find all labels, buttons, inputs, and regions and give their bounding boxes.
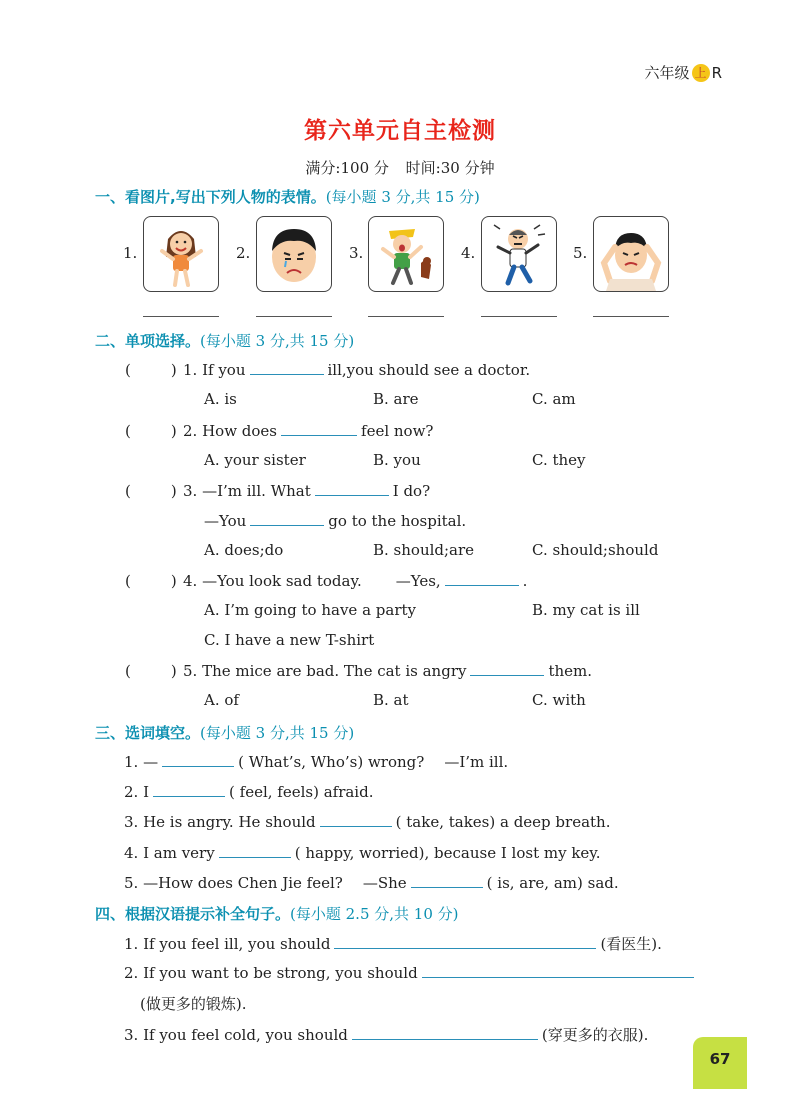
- blank[interactable]: [315, 481, 389, 496]
- section-3-heading: 三、选词填空。(每小题 3 分,共 15 分): [95, 724, 355, 742]
- option-a[interactable]: A. is: [204, 390, 237, 408]
- sentence-item-2: 2. If you want to be strong, you should: [124, 963, 698, 982]
- blank[interactable]: [470, 661, 544, 676]
- question-2-3-reply: —You go to the hospital.: [204, 512, 467, 530]
- picture-3-number: 3.: [349, 244, 364, 262]
- option-a[interactable]: A. I’m going to have a party: [204, 601, 416, 619]
- picture-1: [143, 216, 219, 292]
- picture-2-number: 2.: [236, 244, 251, 262]
- picture-3: [368, 216, 444, 292]
- worried-man-icon: [594, 217, 668, 291]
- blank[interactable]: [352, 1025, 538, 1040]
- option-b[interactable]: B. are: [373, 390, 419, 408]
- option-b[interactable]: B. my cat is ill: [532, 601, 640, 619]
- page-number: 67: [693, 1037, 747, 1089]
- blank[interactable]: [422, 963, 694, 978]
- blank[interactable]: [281, 421, 357, 436]
- option-a[interactable]: A. does;do: [204, 541, 284, 559]
- option-c[interactable]: C. with: [532, 691, 586, 709]
- sentence-item-3: 3. If you feel cold, you should (穿更多的衣服).: [124, 1026, 649, 1044]
- fill-item-5: 5. —How does Chen Jie feel? —She ( is, are, am) sad.: [124, 874, 619, 892]
- question-2-4: ( ) 4. —You look sad today. —Yes, .: [125, 572, 528, 590]
- blank[interactable]: [320, 812, 392, 827]
- option-b[interactable]: B. at: [373, 691, 409, 709]
- picture-5-number: 5.: [573, 244, 588, 262]
- blank[interactable]: [250, 511, 324, 526]
- blank[interactable]: [219, 843, 291, 858]
- option-c[interactable]: C. should;should: [532, 541, 659, 559]
- option-c[interactable]: C. they: [532, 451, 586, 469]
- section-2-heading: 二、单项选择。(每小题 3 分,共 15 分): [95, 332, 355, 350]
- full-score: 满分:100 分: [305, 159, 389, 177]
- blank[interactable]: [153, 782, 225, 797]
- sentence-item-2-hint: (做更多的锻炼).: [140, 995, 247, 1013]
- blank[interactable]: [162, 752, 234, 767]
- exam-meta: [0, 157, 800, 178]
- picture-1-number: 1.: [123, 244, 138, 262]
- option-c[interactable]: C. am: [532, 390, 576, 408]
- option-b[interactable]: B. you: [373, 451, 421, 469]
- time-limit: 时间:30 分钟: [405, 159, 495, 177]
- fill-item-2: 2. I ( feel, feels) afraid.: [124, 783, 374, 801]
- option-a[interactable]: A. your sister: [204, 451, 306, 469]
- sentence-item-1: 1. If you feel ill, you should (看医生).: [124, 935, 662, 953]
- blank[interactable]: [411, 873, 483, 888]
- fill-item-3: 3. He is angry. He should ( take, takes) a deep breath.: [124, 813, 611, 831]
- answer-line-2[interactable]: [256, 316, 332, 317]
- angry-man-icon: [482, 217, 556, 291]
- section-4-heading: 四、根据汉语提示补全句子。(每小题 2.5 分,共 10 分): [95, 905, 459, 923]
- option-b[interactable]: B. should;are: [373, 541, 475, 559]
- scared-child-icon: [369, 217, 443, 291]
- grade-term-badge: 上: [692, 64, 710, 82]
- picture-5: [593, 216, 669, 292]
- grade-label: 六年级 上 R: [644, 64, 722, 82]
- picture-4: [481, 216, 557, 292]
- question-2-2: ( ) 2. How does feel now?: [125, 422, 434, 440]
- option-c[interactable]: C. I have a new T-shirt: [204, 631, 375, 649]
- section-1-heading: 一、看图片,写出下列人物的表情。(每小题 3 分,共 15 分): [95, 188, 480, 206]
- page-title: 第六单元自主检测: [304, 118, 496, 144]
- answer-line-1[interactable]: [143, 316, 219, 317]
- sad-boy-icon: [257, 217, 331, 291]
- happy-girl-icon: [144, 217, 218, 291]
- question-2-3: ( ) 3. —I’m ill. What I do?: [125, 482, 431, 500]
- blank[interactable]: [445, 571, 519, 586]
- question-2-5: ( ) 5. The mice are bad. The cat is angry them.: [125, 662, 593, 680]
- option-a[interactable]: A. of: [204, 691, 239, 709]
- answer-line-4[interactable]: [481, 316, 557, 317]
- question-2-1: ( ) 1. If you ill,you should see a doctor.: [125, 361, 531, 379]
- fill-item-4: 4. I am very ( happy, worried), because I lost my key.: [124, 844, 601, 862]
- answer-line-5[interactable]: [593, 316, 669, 317]
- fill-item-1: 1. — ( What’s, Who’s) wrong? —I’m ill.: [124, 753, 509, 771]
- blank[interactable]: [250, 360, 324, 375]
- picture-4-number: 4.: [461, 244, 476, 262]
- picture-2: [256, 216, 332, 292]
- blank[interactable]: [334, 934, 596, 949]
- answer-line-3[interactable]: [368, 316, 444, 317]
